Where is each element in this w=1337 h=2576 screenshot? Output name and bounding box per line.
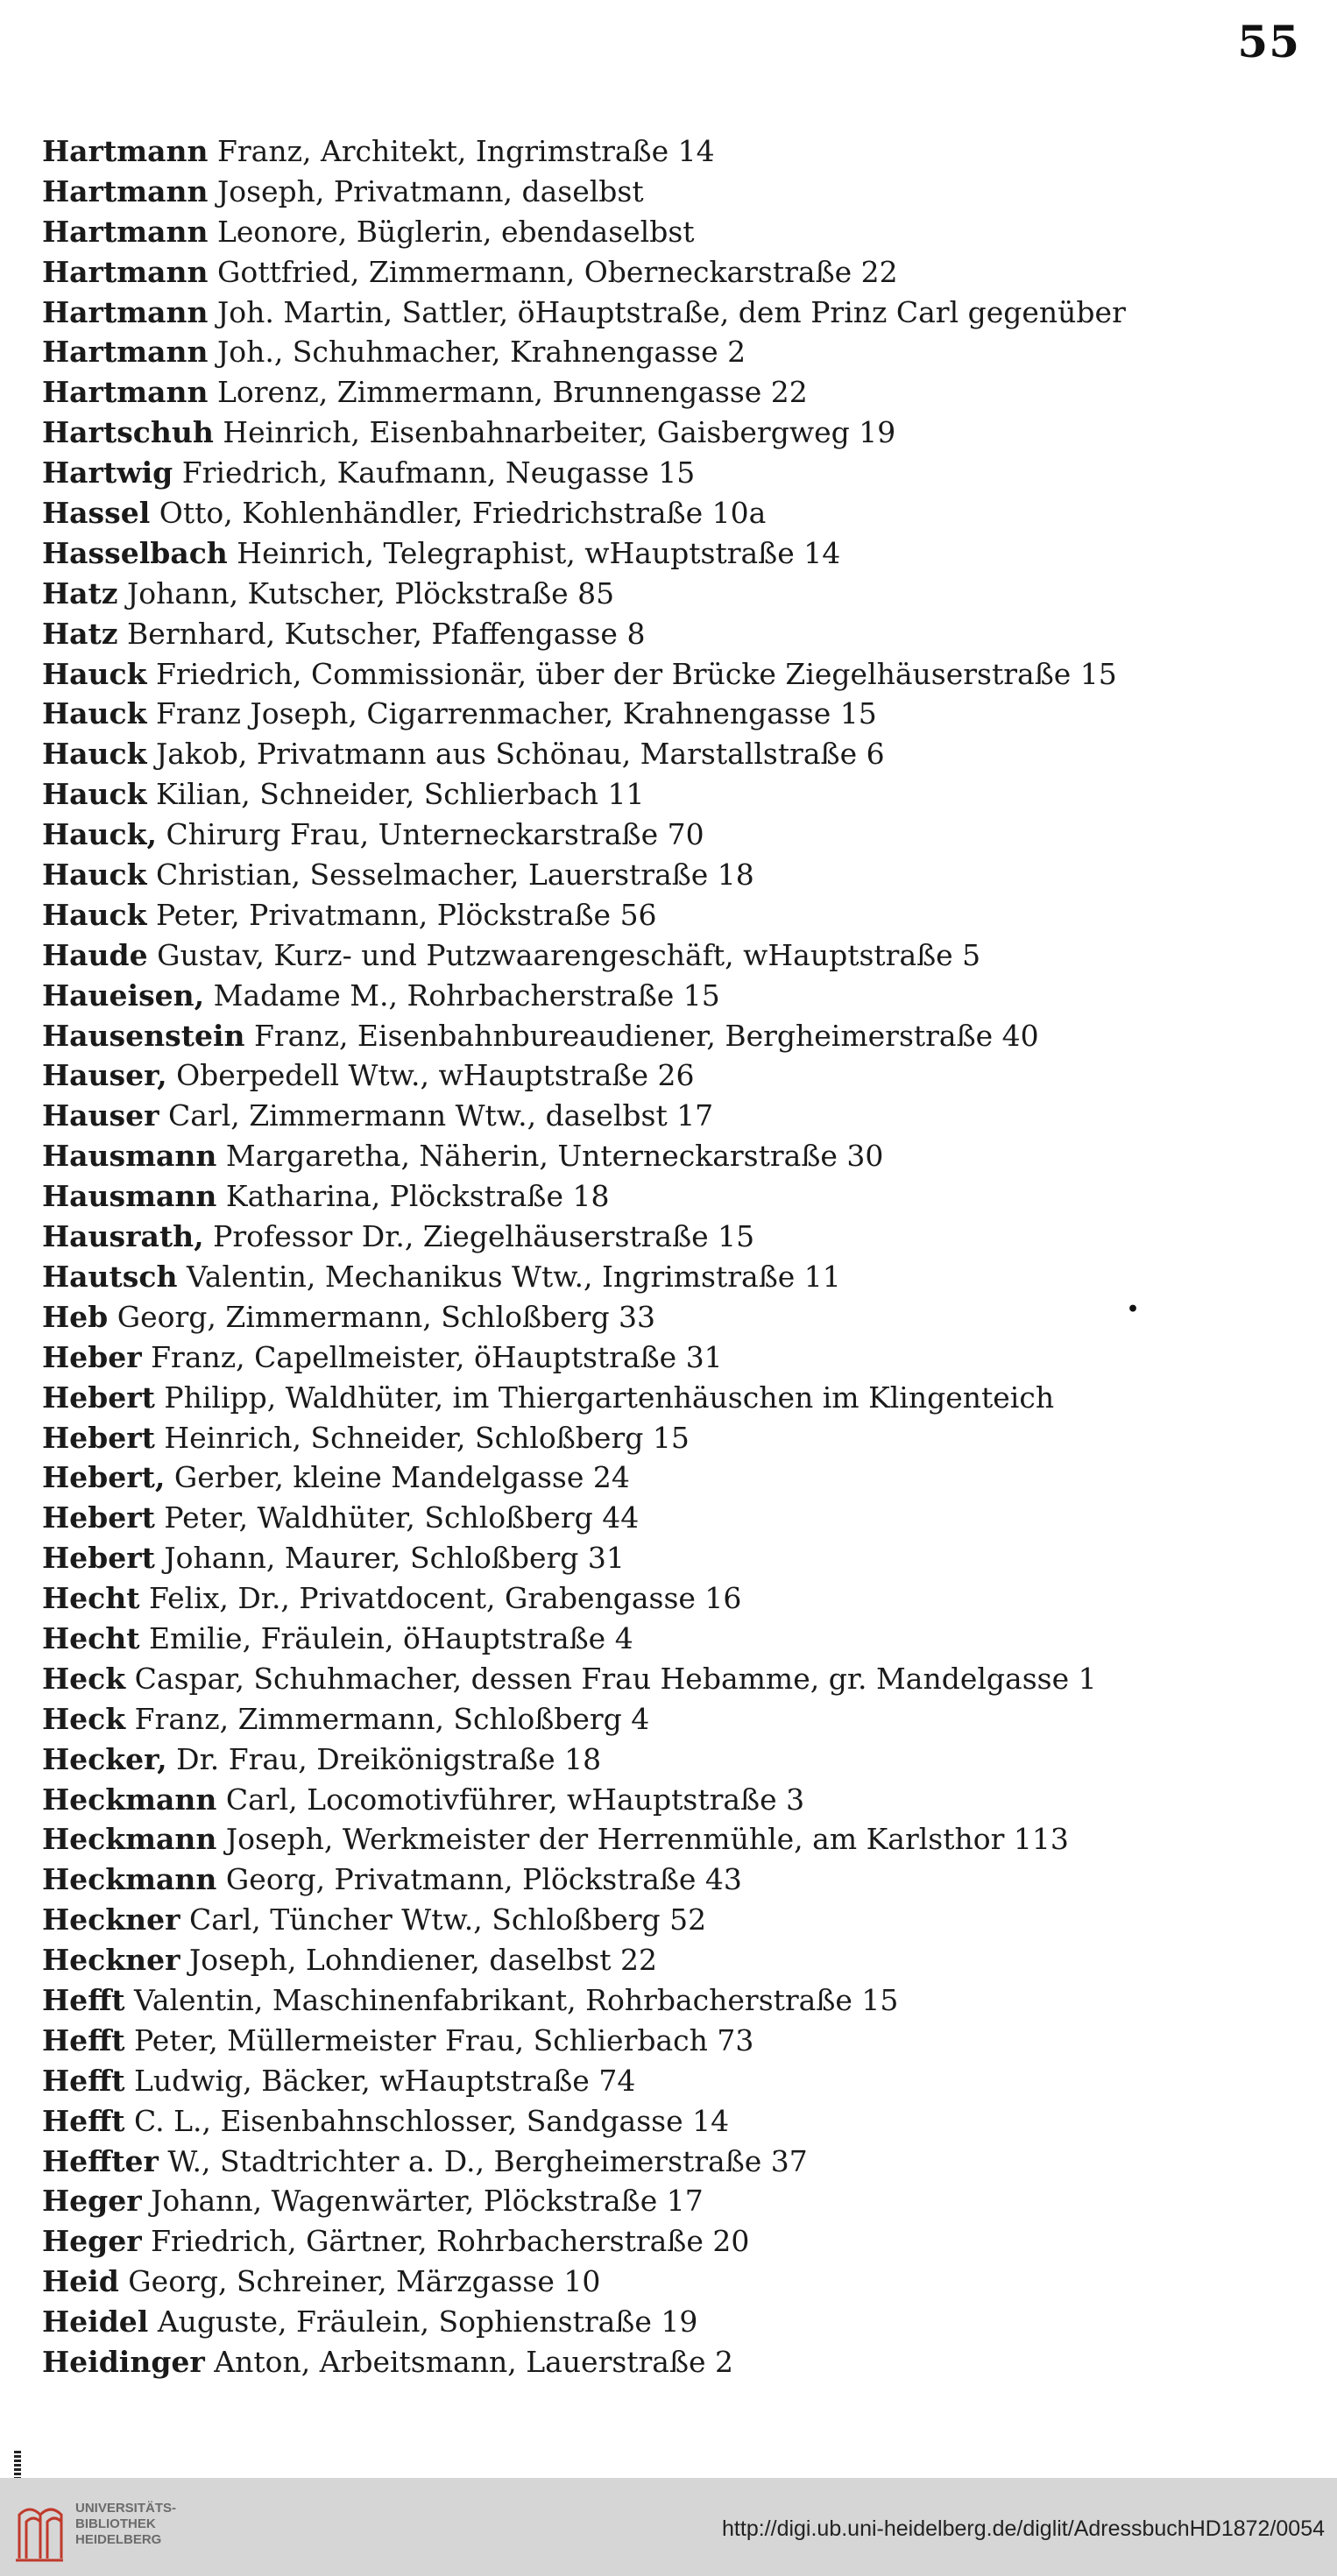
entry-details: Georg, Zimmermann, Schloßberg 33 — [117, 1299, 656, 1334]
entry-surname: Hauck, — [42, 817, 158, 852]
directory-entry — [42, 1457, 1304, 1498]
entry-details: C. L., Eisenbahnschlosser, Sandgasse 14 — [134, 2103, 730, 2138]
entry-surname: Heidel — [42, 2304, 149, 2340]
entry-surname: Heckmann — [42, 1782, 217, 1817]
entry-surname: Hebert — [42, 1500, 155, 1535]
directory-entry — [42, 1337, 1304, 1378]
entry-details: Gustav, Kurz- und Putzwaarengeschäft, wHauptstraße 5 — [157, 937, 981, 972]
entry-surname: Hefft — [42, 2022, 125, 2057]
entry-surname: Hebert — [42, 1380, 155, 1415]
entry-details: Chirurg Frau, Unterneckarstraße 70 — [166, 817, 704, 852]
source-url: http://digi.ub.uni-heidelberg.de/diglit/AdressbuchHD1872/0054 — [722, 2516, 1325, 2541]
directory-entry — [42, 1780, 1304, 1820]
entry-surname: Hauck — [42, 777, 147, 812]
entry-details: Friedrich, Gärtner, Rohrbacherstraße 20 — [151, 2224, 750, 2259]
directory-entry — [42, 1016, 1304, 1056]
entry-surname: Hausmann — [42, 1179, 217, 1214]
entry-details: Franz, Zimmermann, Schloßberg 4 — [134, 1701, 650, 1736]
directory-entry — [42, 493, 1304, 533]
entry-details: Carl, Tüncher Wtw., Schloßberg 52 — [189, 1902, 707, 1937]
entry-details: Franz, Eisenbahnbureaudiener, Bergheimerstraße 40 — [253, 1018, 1039, 1053]
directory-entry — [42, 2342, 1304, 2382]
entry-details: Heinrich, Eisenbahnarbeiter, Gaisbergweg 19 — [223, 415, 896, 450]
directory-entry — [42, 1860, 1304, 1900]
entry-details: Joh., Schuhmacher, Krahnengasse 2 — [216, 335, 746, 370]
directory-entry — [42, 1900, 1304, 1940]
directory-entry — [42, 1378, 1304, 1418]
entry-details: Philipp, Waldhüter, im Thiergartenhäuschen im Klingenteich — [164, 1380, 1055, 1415]
entry-surname: Heger — [42, 2224, 142, 2259]
entry-details: Katharina, Plöckstraße 18 — [225, 1179, 610, 1214]
directory-entry — [42, 1740, 1304, 1780]
entry-surname: Haude — [42, 937, 148, 972]
entry-surname: Hecker, — [42, 1741, 167, 1776]
directory-entry — [42, 252, 1304, 293]
entry-details: Heinrich, Schneider, Schloßberg 15 — [164, 1420, 690, 1455]
directory-entry — [42, 654, 1304, 695]
entry-details: Jakob, Privatmann aus Schönau, Marstallstraße 6 — [156, 737, 885, 772]
library-name-line: UNIVERSITÄTS- — [75, 2501, 177, 2516]
directory-entry — [42, 976, 1304, 1016]
footer-bar — [0, 2478, 1337, 2576]
entry-surname: Hautsch — [42, 1259, 178, 1294]
entry-details: Franz Joseph, Cigarrenmacher, Krahnengasse 15 — [156, 696, 877, 731]
entry-details: Valentin, Mechanikus Wtw., Ingrimstraße 11 — [186, 1259, 841, 1294]
entry-surname: Hartmann — [42, 134, 209, 168]
entry-details: Kilian, Schneider, Schlierbach 11 — [156, 777, 645, 812]
entry-surname: Heidinger — [42, 2344, 205, 2379]
directory-entry — [42, 1217, 1304, 1257]
entry-surname: Hebert — [42, 1420, 155, 1455]
entry-details: Margaretha, Näherin, Unterneckarstraße 30 — [225, 1139, 884, 1174]
directory-entry — [42, 1297, 1304, 1337]
directory-entry — [42, 212, 1304, 252]
entry-details: Joh. Martin, Sattler, öHauptstraße, dem Prinz Carl gegenüber — [216, 294, 1126, 329]
directory-entry — [42, 1136, 1304, 1176]
entry-surname: Hartschuh — [42, 415, 214, 450]
entry-surname: Hefft — [42, 1982, 125, 2017]
directory-entry — [42, 855, 1304, 895]
entry-details: Oberpedell Wtw., wHauptstraße 26 — [176, 1058, 695, 1093]
entry-surname: Heffter — [42, 2143, 159, 2178]
entry-details: Emilie, Fräulein, öHauptstraße 4 — [149, 1620, 633, 1655]
entry-details: Anton, Arbeitsmann, Lauerstraße 2 — [214, 2344, 734, 2379]
directory-entry — [42, 1578, 1304, 1619]
entry-details: Professor Dr., Ziegelhäuserstraße 15 — [213, 1219, 755, 1254]
entry-surname: Hebert, — [42, 1460, 166, 1495]
entry-details: Leonore, Büglerin, ebendaselbst — [216, 214, 695, 249]
entry-surname: Hebert — [42, 1541, 155, 1576]
stray-ink-mark: • — [1127, 1298, 1140, 1321]
entry-details: Heinrich, Telegraphist, wHauptstraße 14 — [237, 535, 841, 570]
entry-details: Georg, Privatmann, Plöckstraße 43 — [225, 1862, 742, 1897]
entry-details: Auguste, Fräulein, Sophienstraße 19 — [157, 2304, 698, 2340]
directory-entry — [42, 2061, 1304, 2101]
entry-surname: Hauser — [42, 1098, 159, 1133]
entry-surname: Hausenstein — [42, 1018, 245, 1053]
entry-details: Lorenz, Zimmermann, Brunnengasse 22 — [216, 375, 808, 410]
entry-surname: Heid — [42, 2264, 119, 2299]
entry-details: Felix, Dr., Privatdocent, Grabengasse 16 — [149, 1581, 742, 1616]
entry-surname: Hefft — [42, 2103, 125, 2138]
directory-entry — [42, 1538, 1304, 1578]
entry-details: Gottfried, Zimmermann, Oberneckarstraße 22 — [216, 254, 898, 289]
entry-details: Christian, Sesselmacher, Lauerstraße 18 — [156, 857, 754, 893]
entry-surname: Heckmann — [42, 1862, 217, 1897]
entry-surname: Hatz — [42, 616, 118, 651]
entry-details: Bernhard, Kutscher, Pfaffengasse 8 — [127, 616, 646, 651]
entry-details: Dr. Frau, Dreikönigstraße 18 — [176, 1741, 602, 1776]
directory-entry — [42, 2142, 1304, 2182]
entry-details: Ludwig, Bäcker, wHauptstraße 74 — [134, 2063, 636, 2098]
entry-surname: Hauser, — [42, 1058, 167, 1093]
entry-details: Gerber, kleine Mandelgasse 24 — [173, 1460, 630, 1495]
entry-surname: Hartmann — [42, 214, 209, 249]
directory-entry — [42, 533, 1304, 574]
directory-entry — [42, 293, 1304, 333]
entry-surname: Haueisen, — [42, 977, 205, 1013]
directory-entry — [42, 172, 1304, 212]
directory-entry — [42, 2262, 1304, 2302]
entry-details: Johann, Wagenwärter, Plöckstraße 17 — [151, 2184, 704, 2219]
entry-surname: Heck — [42, 1701, 126, 1736]
directory-entry — [42, 1257, 1304, 1297]
entry-surname: Heckner — [42, 1902, 180, 1937]
entry-details: Georg, Schreiner, Märzgasse 10 — [128, 2264, 601, 2299]
entry-details: Johann, Kutscher, Plöckstraße 85 — [127, 575, 615, 610]
entry-details: Johann, Maurer, Schloßberg 31 — [164, 1541, 625, 1576]
directory-entry — [42, 1498, 1304, 1538]
directory-entry — [42, 453, 1304, 493]
directory-entry — [42, 2101, 1304, 2142]
page-number: 55 — [1237, 16, 1300, 67]
entry-surname: Hecht — [42, 1581, 140, 1616]
entry-details: W., Stadtrichter a. D., Bergheimerstraße 37 — [167, 2143, 808, 2178]
entry-details: Otto, Kohlenhändler, Friedrichstraße 10a — [159, 496, 767, 531]
entry-surname: Heckner — [42, 1943, 180, 1978]
entry-details: Madame M., Rohrbacherstraße 15 — [213, 977, 720, 1013]
entry-surname: Hartmann — [42, 335, 209, 370]
entry-surname: Hauck — [42, 696, 147, 731]
entry-details: Franz, Capellmeister, öHauptstraße 31 — [151, 1339, 723, 1374]
library-name-line: BIBLIOTHEK — [75, 2516, 156, 2531]
directory-entry — [42, 1659, 1304, 1699]
entry-surname: Hassel — [42, 496, 151, 531]
entry-surname: Hartmann — [42, 173, 209, 208]
directory-entry — [42, 1980, 1304, 2021]
directory-entry — [42, 2181, 1304, 2221]
directory-entry — [42, 2302, 1304, 2342]
entry-surname: Hartmann — [42, 294, 209, 329]
directory-entry — [42, 694, 1304, 734]
directory-entry — [42, 1699, 1304, 1740]
directory-entry — [42, 574, 1304, 614]
entry-surname: Heck — [42, 1661, 126, 1696]
entry-details: Peter, Müllermeister Frau, Schlierbach 73 — [134, 2022, 754, 2057]
entry-details: Valentin, Maschinenfabrikant, Rohrbacherstraße 15 — [134, 1982, 899, 2017]
entry-surname: Heber — [42, 1339, 142, 1374]
directory-entry — [42, 734, 1304, 774]
entry-details: Franz, Architekt, Ingrimstraße 14 — [216, 134, 715, 168]
directory-entry — [42, 614, 1304, 654]
directory-entry-list — [42, 131, 1304, 2382]
directory-entry — [42, 2221, 1304, 2262]
directory-entry — [42, 1418, 1304, 1458]
directory-entry — [42, 774, 1304, 815]
entry-surname: Hefft — [42, 2063, 125, 2098]
entry-surname: Heger — [42, 2184, 142, 2219]
entry-details: Friedrich, Kaufmann, Neugasse 15 — [181, 455, 696, 490]
library-name — [75, 2501, 176, 2548]
directory-entry — [42, 895, 1304, 935]
entry-surname: Hartwig — [42, 455, 173, 490]
entry-details: Joseph, Privatmann, daselbst — [216, 173, 644, 208]
entry-details: Carl, Zimmermann Wtw., daselbst 17 — [168, 1098, 714, 1133]
entry-surname: Hatz — [42, 575, 118, 610]
entry-surname: Hauck — [42, 857, 147, 893]
entry-details: Joseph, Werkmeister der Herrenmühle, am Karlsthor 113 — [225, 1822, 1069, 1857]
library-name-line: HEIDELBERG — [75, 2532, 162, 2547]
directory-entry — [42, 131, 1304, 172]
directory-entry — [42, 332, 1304, 372]
entry-surname: Hauck — [42, 897, 147, 932]
entry-surname: Hartmann — [42, 375, 209, 410]
directory-entry — [42, 1055, 1304, 1096]
entry-surname: Hecht — [42, 1620, 140, 1655]
directory-entry — [42, 935, 1304, 976]
library-logo-icon — [12, 2488, 65, 2567]
entry-surname: Hauck — [42, 656, 147, 691]
directory-entry — [42, 815, 1304, 855]
directory-entry — [42, 1096, 1304, 1136]
entry-surname: Hauck — [42, 737, 147, 772]
directory-entry — [42, 1176, 1304, 1217]
entry-details: Peter, Privatmann, Plöckstraße 56 — [156, 897, 657, 932]
entry-details: Friedrich, Commissionär, über der Brücke Ziegelhäuserstraße 15 — [156, 656, 1117, 691]
directory-entry — [42, 1619, 1304, 1659]
entry-details: Joseph, Lohndiener, daselbst 22 — [189, 1943, 657, 1978]
entry-details: Carl, Locomotivführer, wHauptstraße 3 — [225, 1782, 805, 1817]
directory-entry — [42, 413, 1304, 453]
entry-surname: Hausmann — [42, 1139, 217, 1174]
entry-surname: Hausrath, — [42, 1219, 204, 1254]
entry-details: Peter, Waldhüter, Schloßberg 44 — [164, 1500, 640, 1535]
directory-entry — [42, 1819, 1304, 1860]
entry-surname: Heckmann — [42, 1822, 217, 1857]
entry-surname: Hasselbach — [42, 535, 228, 570]
entry-details: Caspar, Schuhmacher, dessen Frau Hebamme, gr. Mandelgasse 1 — [134, 1661, 1097, 1696]
entry-surname: Hartmann — [42, 254, 209, 289]
entry-surname: Heb — [42, 1299, 109, 1334]
directory-entry — [42, 372, 1304, 413]
directory-entry — [42, 2021, 1304, 2061]
directory-entry — [42, 1940, 1304, 1980]
